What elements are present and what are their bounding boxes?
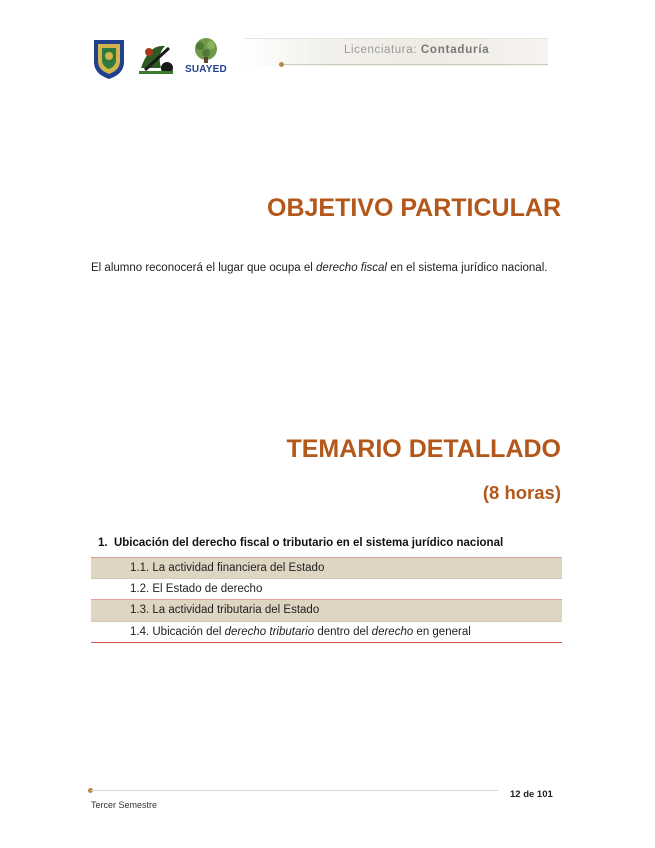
objective-text-italic: derecho fiscal (316, 262, 387, 274)
program-title (344, 44, 490, 56)
footer-semester: Tercer Semestre (91, 800, 158, 810)
syllabus-heading: TEMARIO DETALLADO (286, 435, 561, 463)
objective-paragraph (91, 255, 562, 281)
unam-logo-icon (91, 38, 127, 80)
fca-logo-icon (135, 38, 177, 78)
header-rule (282, 64, 548, 65)
program-title-prefix: Licenciatura: (344, 44, 418, 56)
list-item (91, 579, 562, 601)
syllabus-hours: (8 horas) (482, 482, 561, 503)
objective-heading: OBJETIVO PARTICULAR (267, 194, 561, 222)
suayed-logo-icon (184, 36, 228, 82)
program-title-name: Contaduría (420, 44, 490, 56)
subtopic-label: 1.1. La actividad financiera del Estado (130, 561, 325, 574)
subtopic-label-end: en general (413, 625, 471, 638)
objective-text-end: en el sistema jurídico nacional. (387, 262, 548, 274)
subtopic-label-italic: derecho (371, 625, 414, 638)
list-item (91, 557, 562, 579)
list-item (91, 600, 562, 622)
list-item (91, 622, 562, 644)
subtopic-label: 1.3. La actividad tributaria del Estado (130, 604, 320, 617)
page-header (0, 0, 655, 90)
suayed-logo-text: SUAYED (185, 64, 227, 75)
objective-text-start: El alumno reconocerá el lugar que ocupa el (91, 262, 317, 274)
page-number: 12 de 101 (510, 789, 553, 800)
subtopic-label-italic: derecho tributario (224, 625, 315, 638)
footer-rule (91, 790, 498, 791)
topic-heading: 1. Ubicación del derecho fiscal o tributario en el sistema jurídico nacional (98, 537, 504, 549)
header-dot-icon (279, 62, 284, 67)
subtopic-label: 1.2. El Estado de derecho (130, 582, 263, 595)
subtopic-list (91, 557, 562, 643)
subtopic-label-start: 1.4. Ubicación del (130, 625, 225, 638)
subtopic-label-middle: dentro del (314, 625, 372, 638)
